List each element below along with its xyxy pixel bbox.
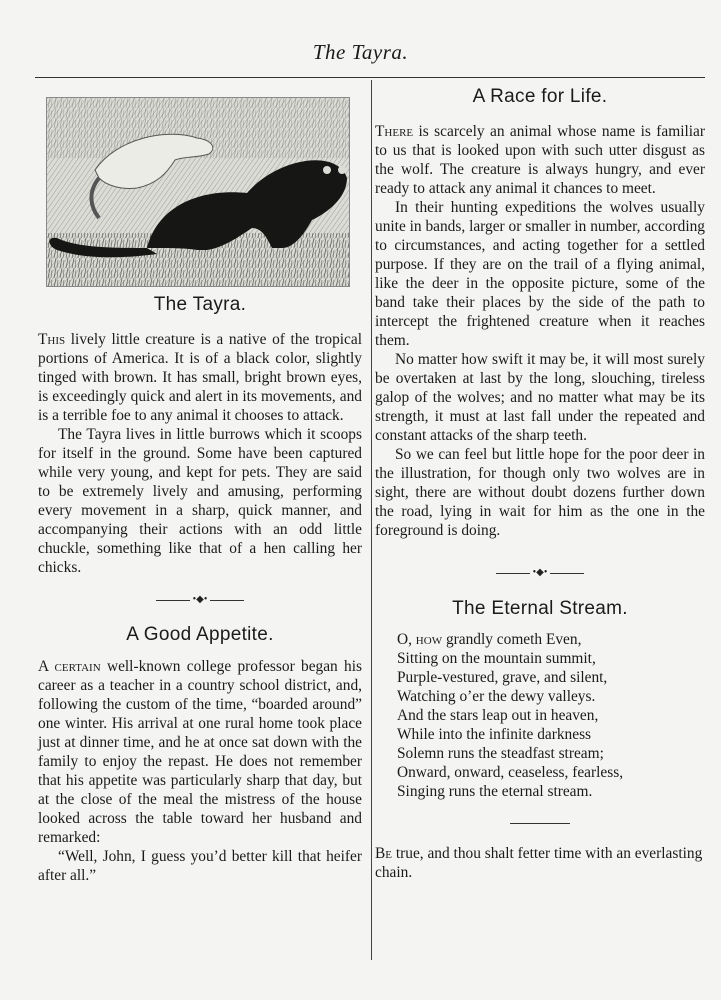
drop-lead: O, how xyxy=(397,631,443,648)
short-rule xyxy=(510,823,570,824)
drop-lead: Be xyxy=(375,845,392,862)
left-column xyxy=(38,93,362,885)
paragraph: No matter how swift it may be, it will most surely be overtaken at last by the long, slouching, tireless galop of the wolves; and no matter what may be its strength, it must at last fall under the repeated and constant attacks of the sharp teeth. xyxy=(375,351,705,444)
article-title: A Good Appetite. xyxy=(126,624,274,645)
paragraph xyxy=(38,330,362,425)
right-column xyxy=(375,86,705,882)
article-tayra xyxy=(38,294,362,577)
poem-line-text: Onward, onward, ceaseless, fearless, xyxy=(397,764,624,781)
paragraph xyxy=(375,844,705,882)
ornament-divider: •◆• xyxy=(375,564,705,580)
poem-title: The Eternal Stream. xyxy=(452,598,628,619)
paragraph: The Tayra lives in little burrows which it scoops for itself in the ground. Some have been captured while very young, and kept for pets. They are said to be extremely lively and amusing, performing every movement in a sharp, quick manner, and accompanying their actions with an odd little chuckle, something like that of a hen calling her chicks. xyxy=(38,426,362,576)
article-title: The Tayra. xyxy=(153,294,247,315)
poem-line xyxy=(397,706,705,725)
paragraph xyxy=(375,122,705,198)
running-head: The Tayra. xyxy=(312,40,409,64)
article-race-for-life xyxy=(375,86,705,540)
drop-lead: There xyxy=(375,123,414,140)
poem-line xyxy=(397,687,705,706)
poem-eternal-stream xyxy=(375,598,705,801)
poem-line-text: grandly cometh Even, xyxy=(442,631,582,648)
article-good-appetite xyxy=(38,624,362,885)
poem-line-text: Sitting on the mountain summit, xyxy=(397,650,596,667)
paragraph-text: true, and thou shalt fetter time with an everlasting chain. xyxy=(375,845,703,881)
paragraph-text: well-known college professor began his career as a teacher in a country school district, and, following the custom of the time, “boarded around” one winter. His arrival at one rural home took place just at dinner time, and he at once sat down with the family to enjoy the repast. He does not remember that his appetite was particularly sharp that day, but at the close of the meal the mistress of the house looked across the table toward her husband and remarked: xyxy=(38,658,362,846)
article-title: A Race for Life. xyxy=(472,86,608,107)
poem-line xyxy=(397,649,705,668)
poem-line xyxy=(397,782,705,801)
poem-line-text: Singing runs the eternal stream. xyxy=(397,783,593,800)
paragraph-text: is scarcely an animal whose name is familiar to us that is looked upon with such utter disgust as the wolf. The creature is always hungry, and ever ready to attack any animal it chances to meet. xyxy=(375,123,705,197)
motto xyxy=(375,844,705,882)
poem-line-text: Solemn runs the steadfast stream; xyxy=(397,745,604,762)
drop-lead: This xyxy=(38,331,66,348)
poem-line xyxy=(397,763,705,782)
ornament-divider: •◆• xyxy=(38,591,362,607)
paragraph-text: lively little creature is a native of the tropical portions of America. It is of a black color, slightly tinged with brown. It has small, bright brown eyes, is exceedingly quick and alert in its movements, and is a terrible foe to any animal it chooses to attack. xyxy=(38,331,362,424)
poem-line xyxy=(397,630,705,649)
header-rule xyxy=(35,77,705,78)
poem-line-text: Purple-vestured, grave, and silent, xyxy=(397,669,608,686)
poem-line xyxy=(397,668,705,687)
poem-stanza xyxy=(397,630,705,801)
drop-lead: A certain xyxy=(38,658,101,675)
poem-line xyxy=(397,725,705,744)
paragraph: “Well, John, I guess you’d better kill that heifer after all.” xyxy=(38,848,362,884)
poem-line-text: And the stars leap out in heaven, xyxy=(397,707,599,724)
paragraph xyxy=(38,657,362,847)
paragraph: So we can feel but little hope for the poor deer in the illustration, for though only two wolves are in sight, there are without doubt dozens further down the road, lying in wait for him as the one in the foreground is doing. xyxy=(375,446,705,539)
paragraph: In their hunting expeditions the wolves usually unite in bands, larger or smaller in number, according to circumstances, and acting together for a settled purpose. If they are on the trail of a flying animal, like the deer in the opposite picture, some of the band take their places by the side of the path to intercept the frightened creature when it reaches them. xyxy=(375,199,705,349)
poem-line-text: Watching o’er the dewy valleys. xyxy=(397,688,596,705)
poem-line xyxy=(397,744,705,763)
tayra-illustration xyxy=(46,97,350,287)
poem-line-text: While into the infinite darkness xyxy=(397,726,592,743)
column-divider xyxy=(371,80,372,960)
